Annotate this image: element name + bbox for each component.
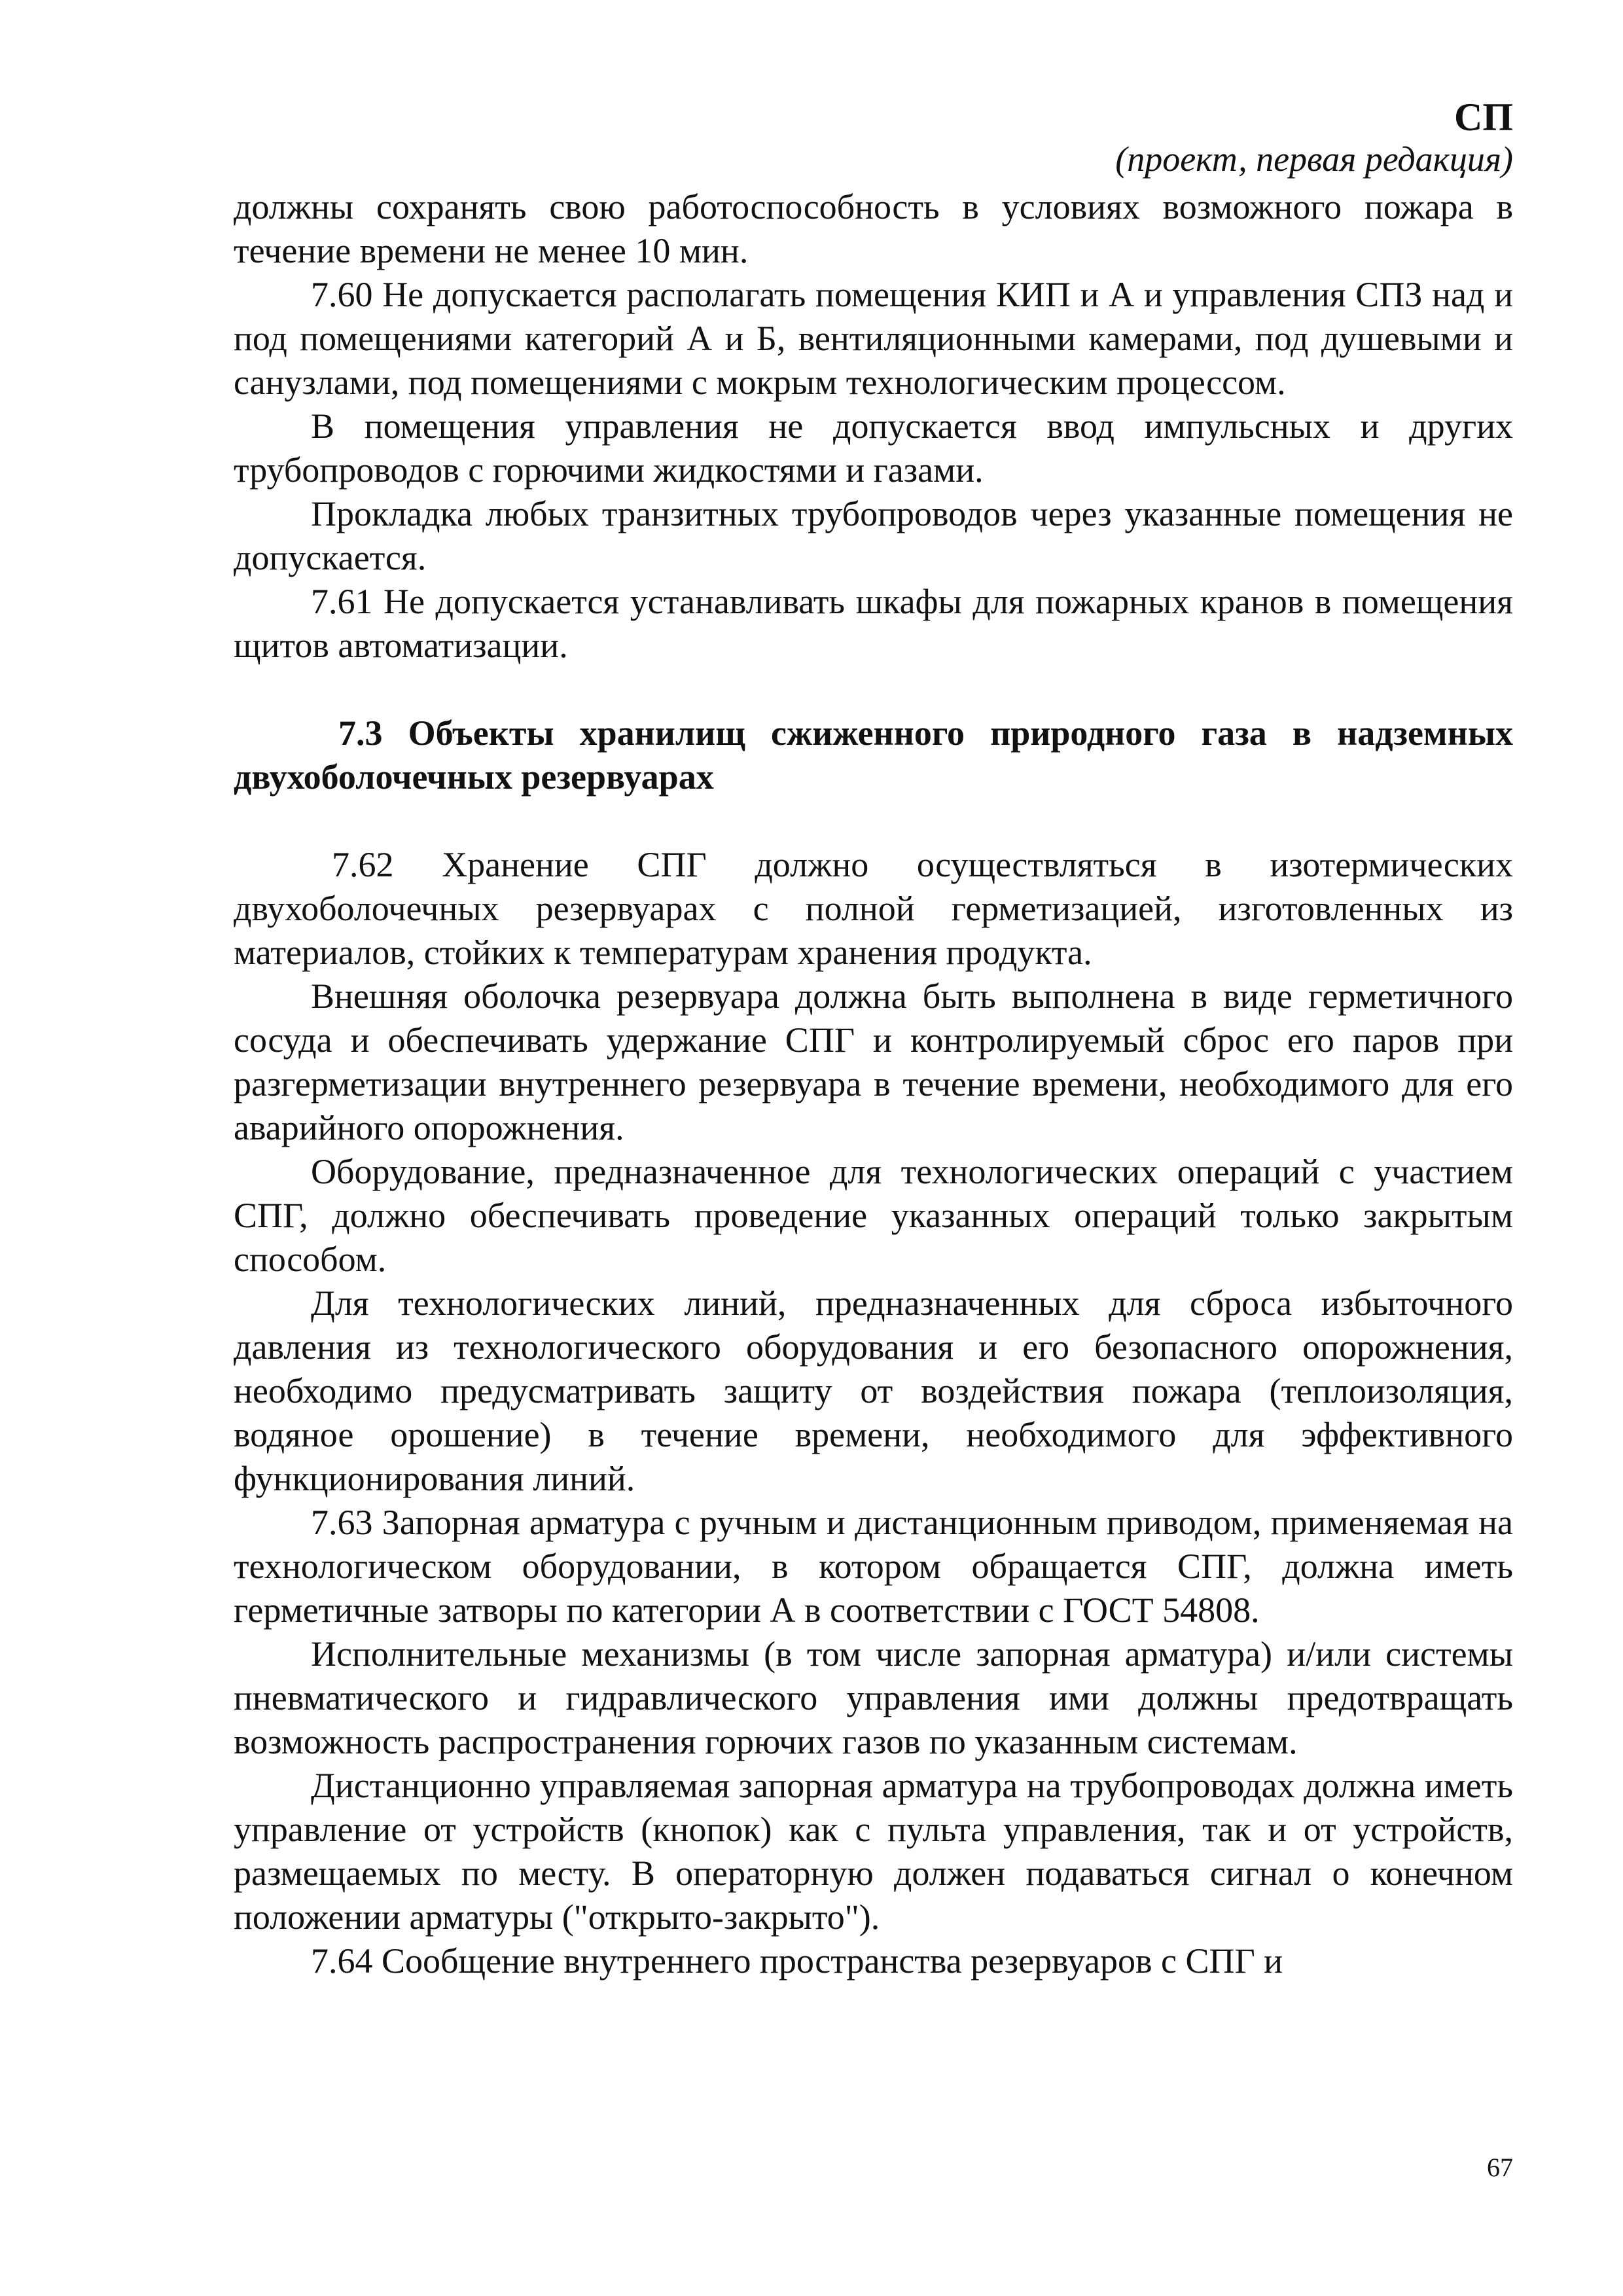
document-edition-note: (проект, первая редакция) <box>1115 139 1513 179</box>
clause-7-61: 7.61 Не допускается устанавливать шкафы для пожарных кранов в помещения щитов автоматизации. <box>234 582 1513 665</box>
paragraph-continuation: должны сохранять свою работоспособность в условиях возможного пожара в течение времени не менее 10 мин. <box>234 187 1513 270</box>
clause-7-62: 7.62 Хранение СПГ должно осуществляться в изотермических двухоболочечных резервуарах с полной герметизацией, изготовленных из материалов, стойких к температурам хранения продукта. <box>234 845 1513 972</box>
paragraph: Оборудование, предназначенное для технологических операций с участием СПГ, должно обеспечивать проведение указанных операций только закрытым способом. <box>234 1152 1513 1279</box>
paragraph: Дистанционно управляемая запорная арматура на трубопроводах должна иметь управление от устройств (кнопок) как с пульта управления, так и от устройств, размещаемых по месту. В операторную должен подаваться сигнал о конечном положении арматуры ("открыто-закрыто"). <box>234 1766 1513 1937</box>
document-code: СП <box>1454 96 1513 139</box>
clause-7-60: 7.60 Не допускается располагать помещения КИП и А и управления СПЗ над и под помещениями категорий А и Б, вентиляционными камерами, под душевыми и санузлами, под помещениями с мокрым технологическим процессом. <box>234 275 1513 402</box>
page-number: 67 <box>1487 2153 1513 2182</box>
paragraph: Для технологических линий, предназначенных для сброса избыточного давления из технологического оборудования и его безопасного опорожнения, необходимо предусматривать защиту от воздействия пожара (теплоизоляция, водяное орошение) в течение времени, необходимого для эффективного функционирования линий. <box>234 1283 1513 1498</box>
paragraph: Прокладка любых транзитных трубопроводов через указанные помещения не допускается. <box>234 494 1513 577</box>
paragraph: В помещения управления не допускается ввод импульсных и других трубопроводов с горючими жидкостями и газами. <box>234 406 1513 490</box>
paragraph: Исполнительные механизмы (в том числе запорная арматура) и/или системы пневматического и гидравлического управления ими должны предотвращать возможность распространения горючих газов по указанным системам. <box>234 1634 1513 1761</box>
clause-7-63: 7.63 Запорная арматура с ручным и дистанционным приводом, применяемая на технологическом оборудовании, в котором обращается СПГ, должна иметь герметичные затворы по категории А в соответствии с ГОСТ 54808. <box>234 1503 1513 1630</box>
body-text <box>234 185 1513 1983</box>
section-heading-7-3: 7.3 Объекты хранилищ сжиженного природного газа в надземных двухоболочечных резервуарах <box>234 713 1513 797</box>
paragraph: Внешняя оболочка резервуара должна быть выполнена в виде герметичного сосуда и обеспечивать удержание СПГ и контролируемый сброс его паров при разгерметизации внутреннего резервуара в течение времени, необходимого для его аварийного опорожнения. <box>234 977 1513 1147</box>
clause-7-64: 7.64 Сообщение внутреннего пространства резервуаров с СПГ и <box>311 1941 1283 1981</box>
